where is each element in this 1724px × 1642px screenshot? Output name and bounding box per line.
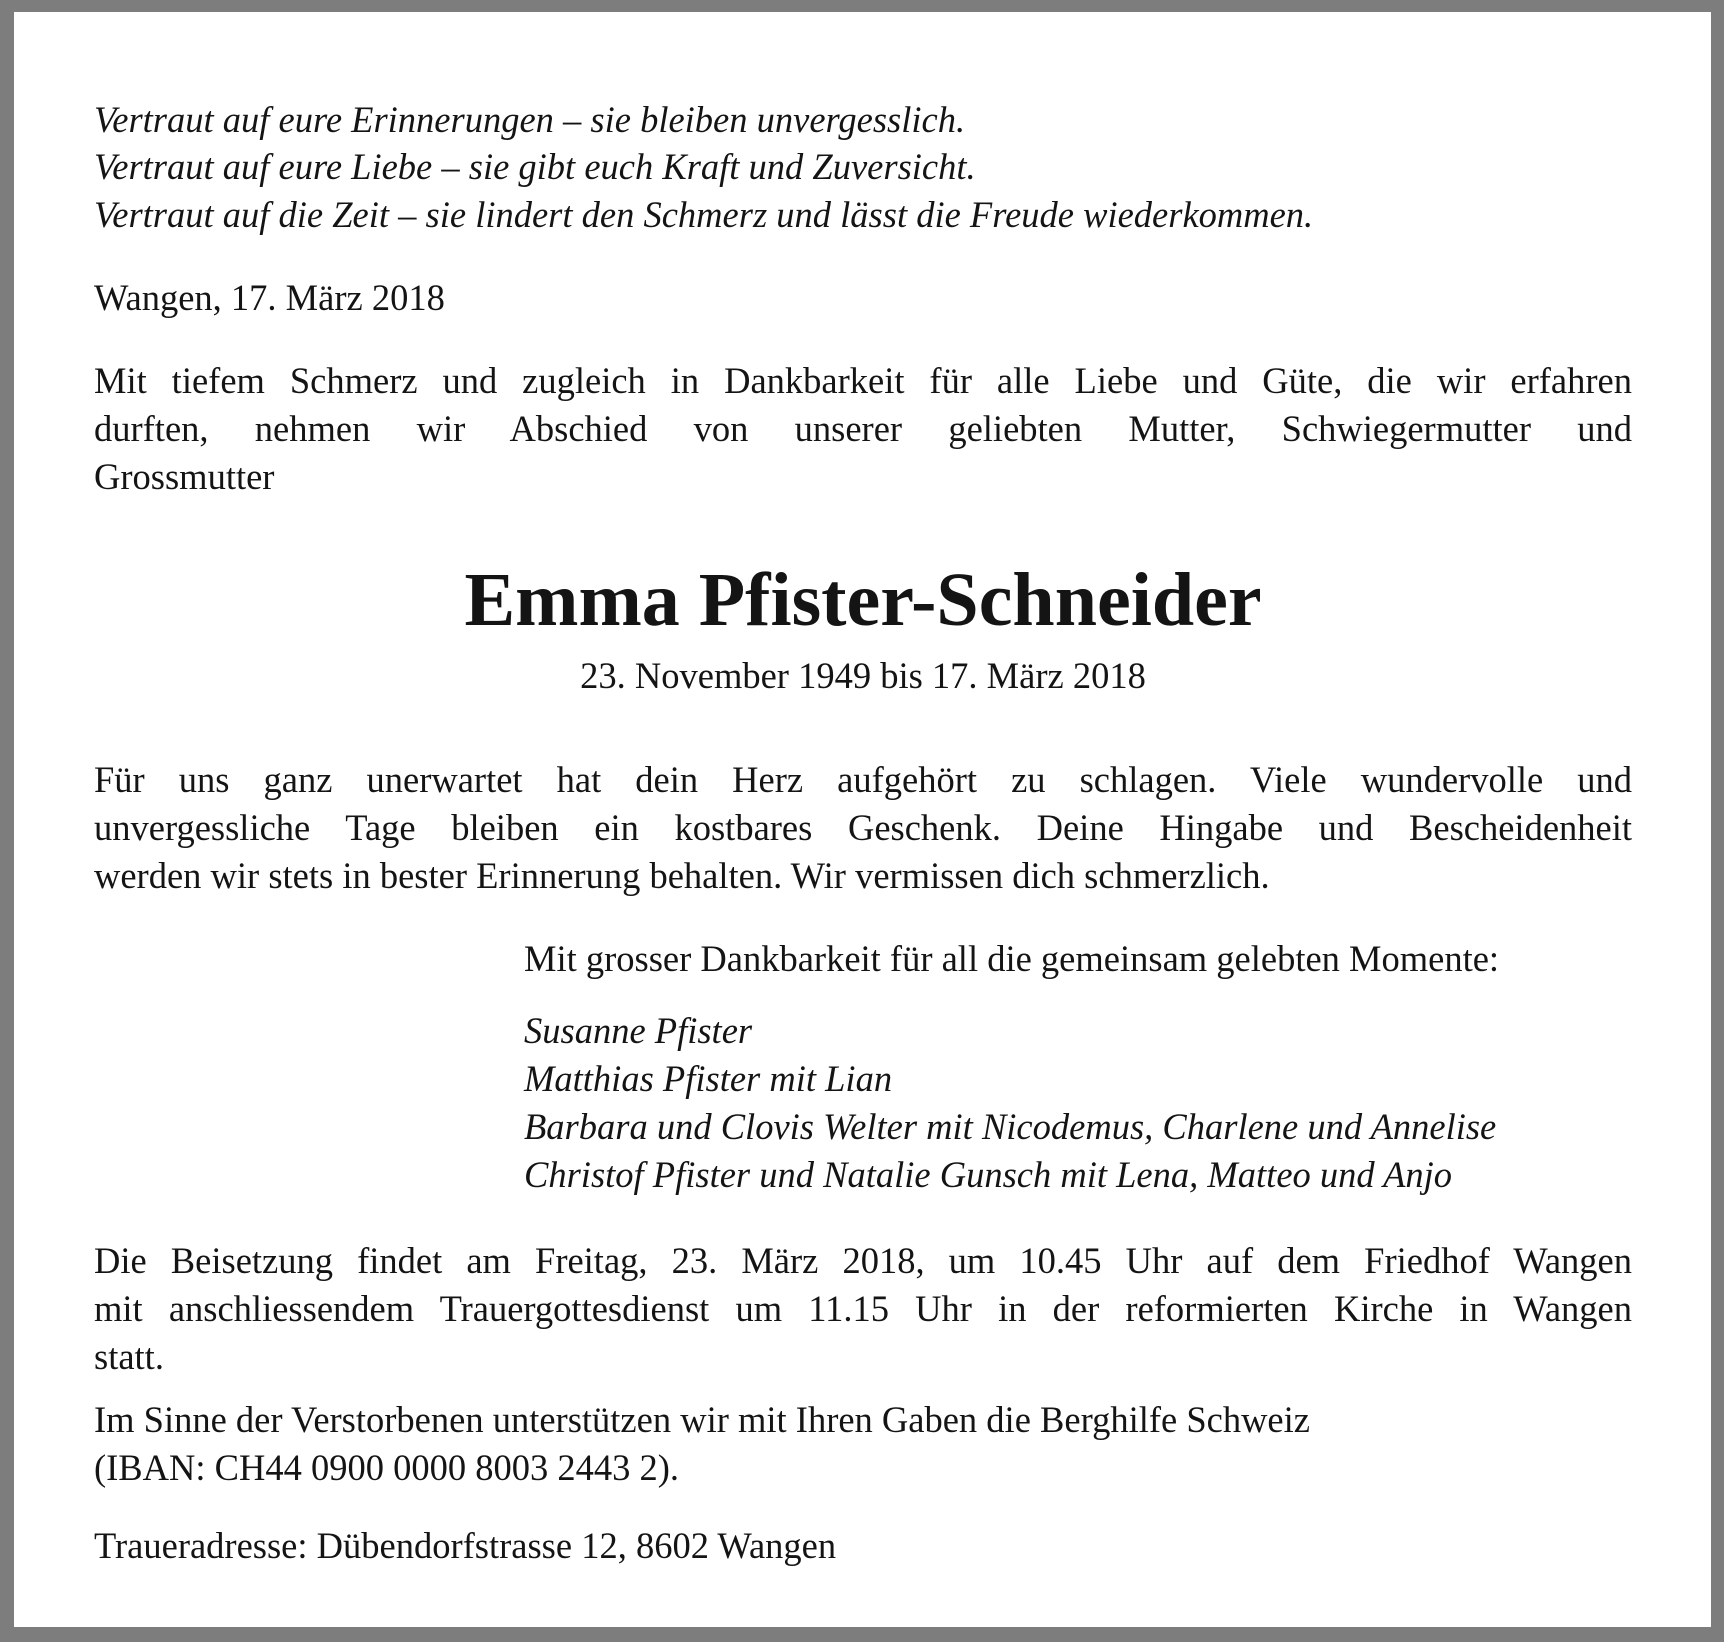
donation-line-1: Im Sinne der Verstorbenen unterstützen wir mit Ihren Gaben die Berghilfe Schweiz <box>94 1399 1310 1440</box>
motto-line-3: Vertraut auf die Zeit – sie lindert den Schmerz und lässt die Freude wiederkommen. <box>94 194 1314 235</box>
intro-line-3: Grossmutter <box>94 456 275 497</box>
funeral-line-3: statt. <box>94 1336 164 1377</box>
place-date: Wangen, 17. März 2018 <box>94 277 445 318</box>
deceased-name: Emma Pfister-Schneider <box>464 558 1262 642</box>
funeral-line-1: Die Beisetzung findet am Freitag, 23. März 2018, um 10.45 Uhr auf dem Friedhof Wangen <box>94 1240 1632 1281</box>
intro-line-1: Mit tiefem Schmerz und zugleich in Dankbarkeit für alle Liebe und Güte, die wir erfahren <box>94 360 1632 401</box>
mourner-1: Susanne Pfister <box>524 1010 753 1051</box>
tribute-line-3: werden wir stets in bester Erinnerung behalten. Wir vermissen dich schmerzlich. <box>94 855 1270 896</box>
mourner-3: Barbara und Clovis Welter mit Nicodemus, Charlene und Annelise <box>524 1106 1497 1147</box>
mourning-address: Traueradresse: Dübendorfstrasse 12, 8602 Wangen <box>94 1525 837 1566</box>
motto-line-1: Vertraut auf eure Erinnerungen – sie bleiben unvergesslich. <box>94 99 966 140</box>
funeral-line-2: mit anschliessendem Trauergottesdienst um 11.15 Uhr in der reformierten Kirche in Wangen <box>94 1288 1632 1329</box>
donation-line-2: (IBAN: CH44 0900 0000 8003 2443 2). <box>94 1447 679 1488</box>
mourner-4: Christof Pfister und Natalie Gunsch mit Lena, Matteo und Anjo <box>524 1154 1453 1195</box>
intro-paragraph <box>94 357 1632 501</box>
motto-line-2: Vertraut auf eure Liebe – sie gibt euch Kraft und Zuversicht. <box>94 146 976 187</box>
life-dates: 23. November 1949 bis 17. März 2018 <box>580 655 1146 696</box>
mourner-2: Matthias Pfister mit Lian <box>524 1058 893 1099</box>
obituary-page <box>14 12 1711 1627</box>
tribute-paragraph <box>94 756 1632 900</box>
tribute-line-1: Für uns ganz unerwartet hat dein Herz aufgehört zu schlagen. Viele wundervolle und <box>94 759 1632 800</box>
intro-line-2: durften, nehmen wir Abschied von unserer geliebten Mutter, Schwiegermutter und <box>94 408 1632 449</box>
funeral-paragraph <box>94 1237 1632 1381</box>
tribute-line-2: unvergessliche Tage bleiben ein kostbares Geschenk. Deine Hingabe und Bescheidenheit <box>94 807 1632 848</box>
gratitude-line: Mit grosser Dankbarkeit für all die gemeinsam gelebten Momente: <box>524 938 1500 979</box>
